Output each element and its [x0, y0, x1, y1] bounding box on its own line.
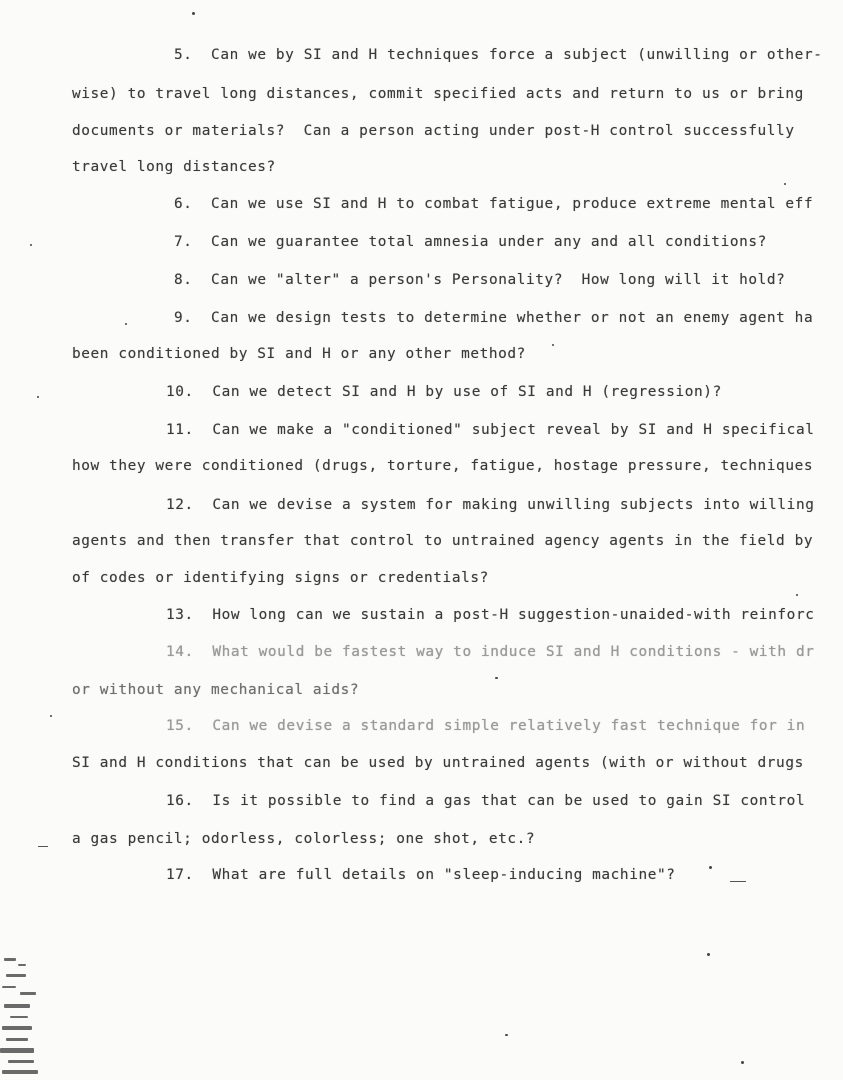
scan-speck — [125, 323, 127, 325]
scan-speck — [30, 244, 32, 246]
margin-smudge — [0, 948, 48, 1080]
item-14-line-1: 14. What would be fastest way to induce SI and H conditions - with dr — [166, 644, 815, 660]
item-6-line-1: 6. Can we use SI and H to combat fatigue, produce extreme mental eff — [174, 196, 814, 212]
scan-speck — [505, 1034, 508, 1036]
scan-speck — [495, 677, 498, 679]
scan-speck — [192, 12, 195, 15]
scan-speck — [741, 1061, 744, 1064]
scan-speck — [784, 183, 786, 185]
item-11-line-1: 11. Can we make a "conditioned" subject reveal by SI and H specifical — [166, 422, 815, 438]
scan-speck — [709, 866, 712, 869]
item-12-line-2: agents and then transfer that control to untrained agency agents in the field by — [72, 533, 814, 549]
item-9-line-1: 9. Can we design tests to determine whether or not an enemy agent ha — [174, 310, 814, 326]
scan-speck — [50, 715, 52, 717]
item-10-line-1: 10. Can we detect SI and H by use of SI and H (regression)? — [166, 384, 722, 400]
scan-speck — [552, 344, 554, 346]
item-17-line-1: 17. What are full details on "sleep-inducing machine"? — [166, 867, 676, 883]
item-9-line-2: been conditioned by SI and H or any other method? — [72, 346, 526, 362]
item-5-line-2: wise) to travel long distances, commit specified acts and return to us or bring — [72, 86, 804, 102]
item-11-line-2: how they were conditioned (drugs, torture, fatigue, hostage pressure, techniques — [72, 458, 814, 474]
item-16-line-1: 16. Is it possible to find a gas that can be used to gain SI control — [166, 793, 806, 809]
scan-speck — [37, 396, 39, 398]
scan-speck — [796, 594, 798, 596]
scan-mark — [730, 881, 746, 882]
item-12-line-3: of codes or identifying signs or credentials? — [72, 570, 489, 586]
item-5-line-4: travel long distances? — [72, 159, 276, 175]
item-8-line-1: 8. Can we "alter" a person's Personality? How long will it hold? — [174, 272, 786, 288]
item-5-line-1: 5. Can we by SI and H techniques force a subject (unwilling or other- — [174, 47, 823, 63]
item-15-line-2: SI and H conditions that can be used by untrained agents (with or without drugs — [72, 755, 804, 771]
item-16-line-2: a gas pencil; odorless, colorless; one shot, etc.? — [72, 831, 536, 847]
item-14-line-2: or without any mechanical aids? — [72, 682, 360, 698]
item-15-line-1: 15. Can we devise a standard simple relatively fast technique for in — [166, 718, 806, 734]
scan-speck — [707, 953, 710, 956]
item-13-line-1: 13. How long can we sustain a post-H suggestion-unaided-with reinforc — [166, 607, 815, 623]
scan-mark — [38, 846, 48, 847]
item-7-line-1: 7. Can we guarantee total amnesia under any and all conditions? — [174, 234, 767, 250]
item-5-line-3: documents or materials? Can a person acting under post-H control successfully — [72, 123, 795, 139]
item-12-line-1: 12. Can we devise a system for making unwilling subjects into willing — [166, 497, 815, 513]
